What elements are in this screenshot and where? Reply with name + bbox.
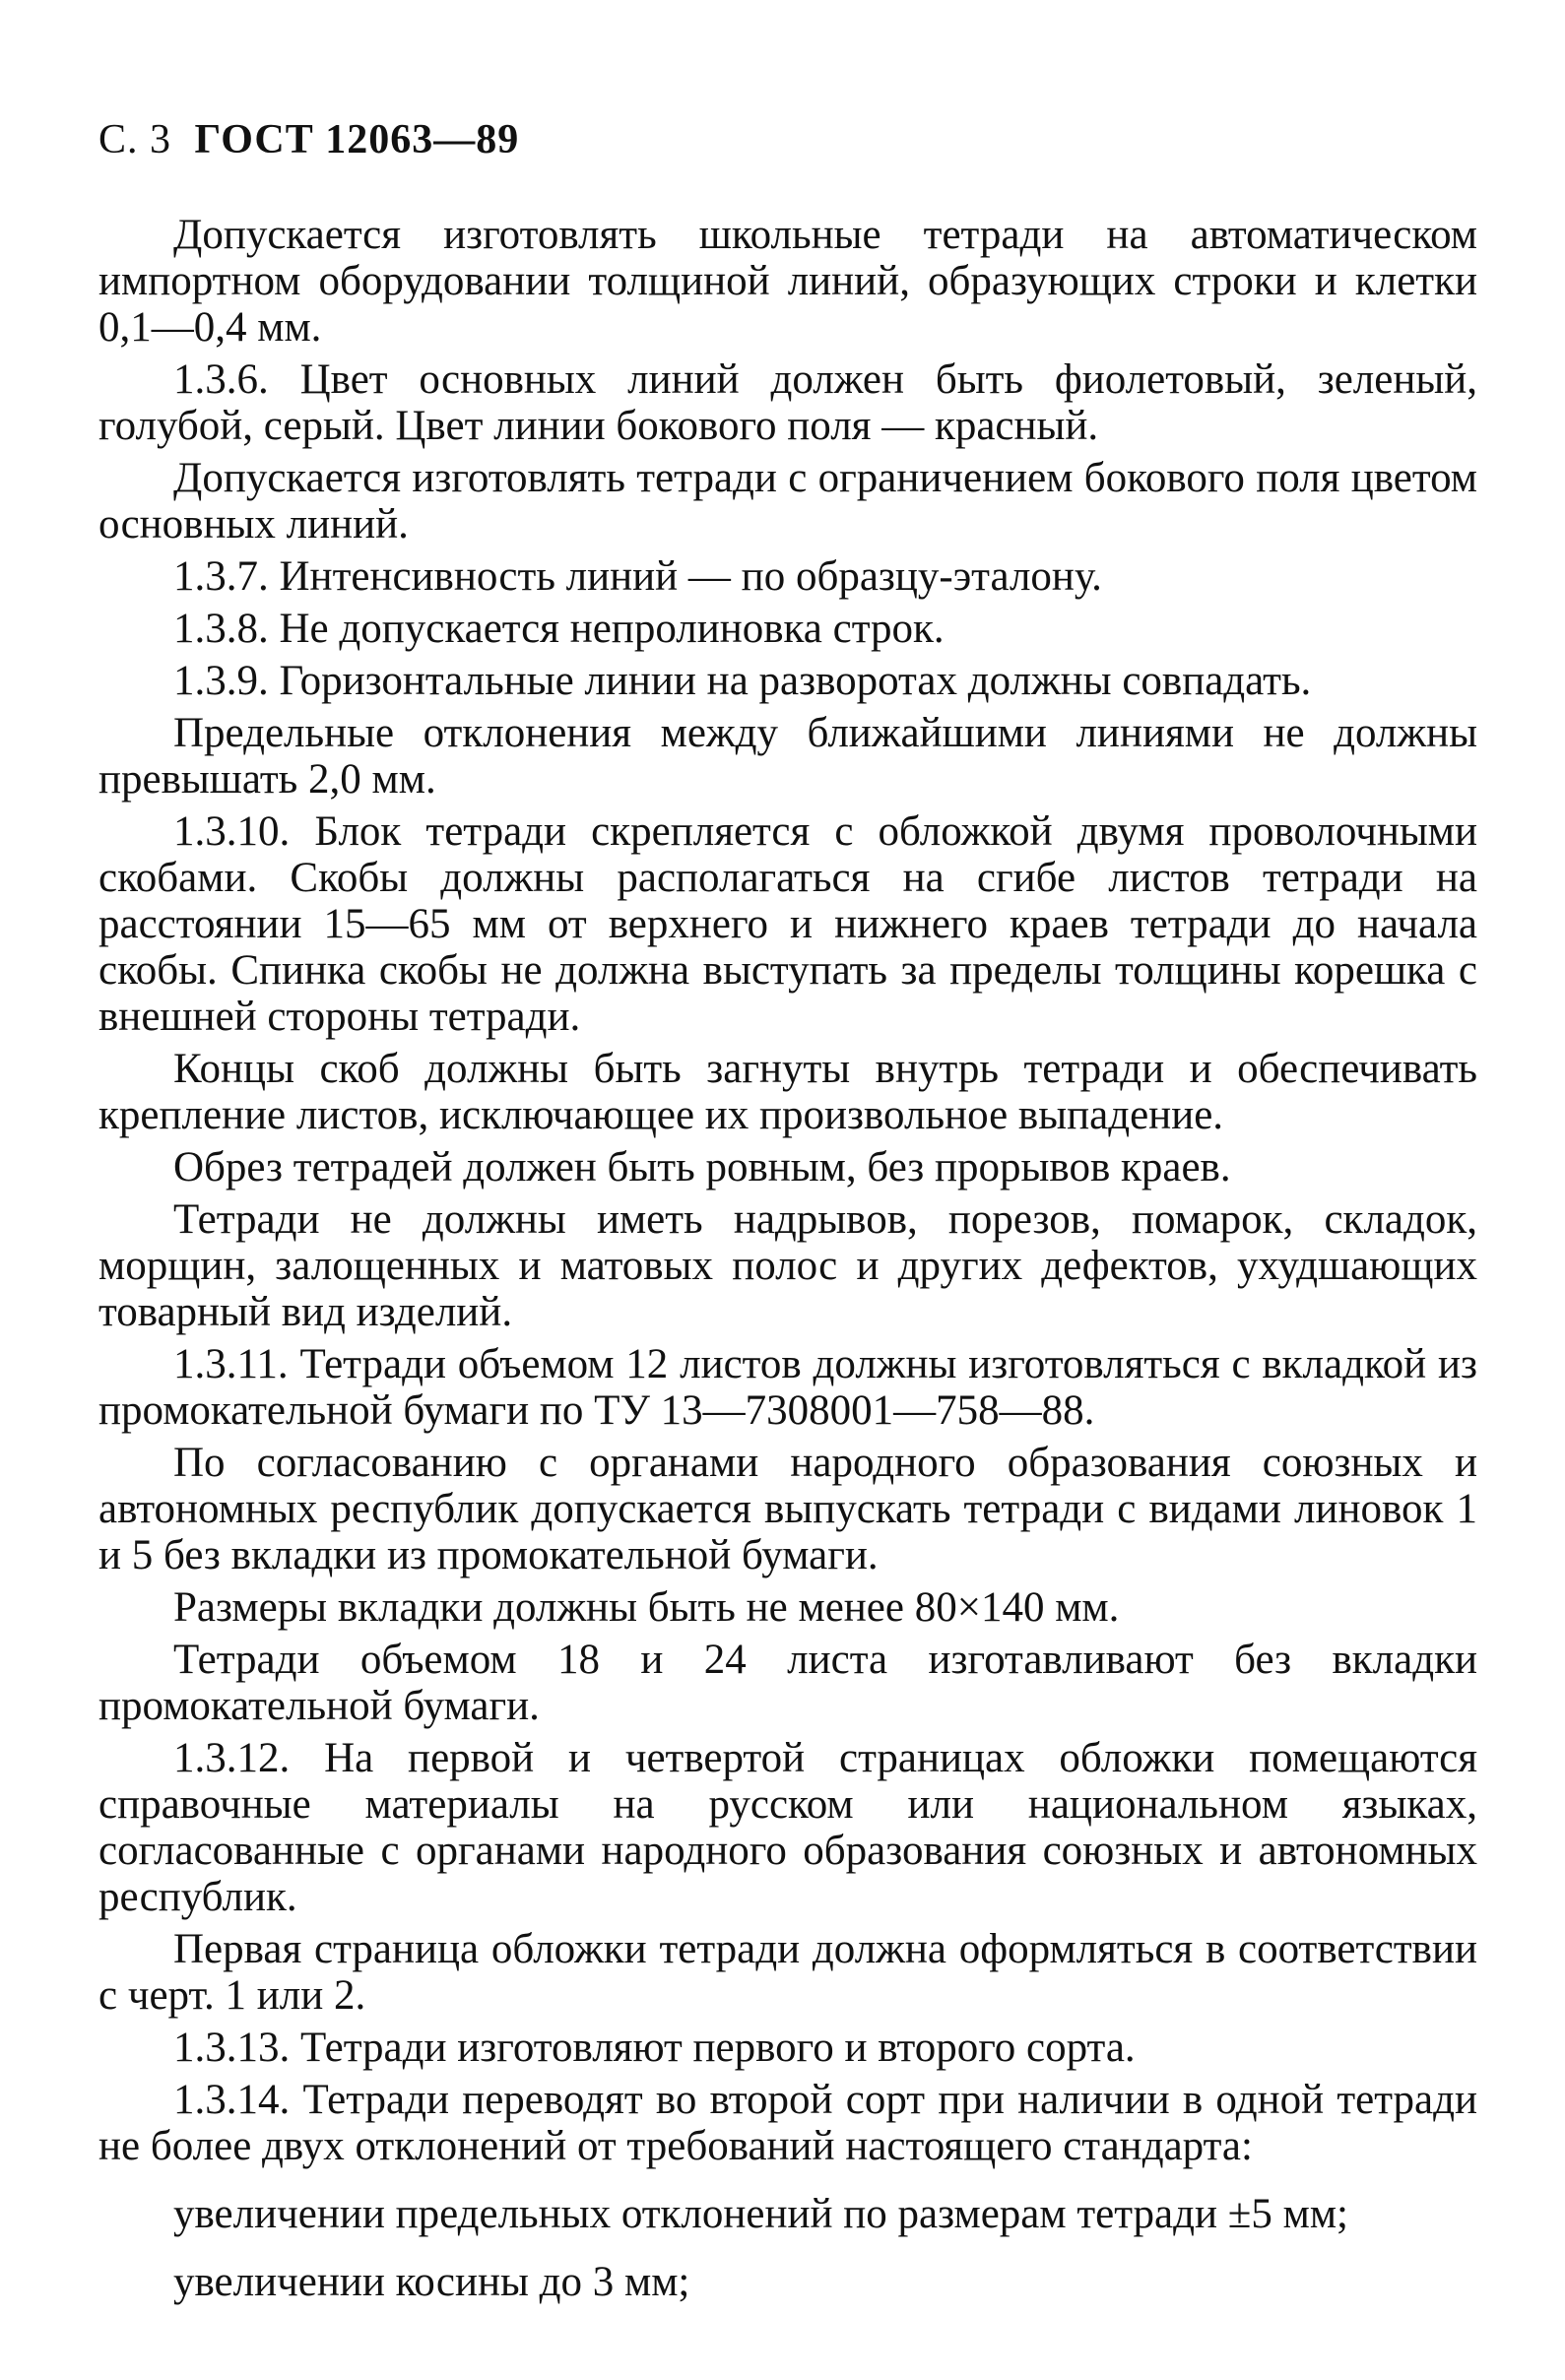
paragraph: 1.3.7. Интенсивность линий — по образцу-эталону.	[173, 553, 1102, 600]
paragraph: Тетради объемом 18 и 24 листа изготавливают без вкладки промокательной бумаги.	[98, 1637, 1477, 1729]
paragraph: Первая страница обложки тетради должна оформляться в соответствии с черт. 1 или 2.	[98, 1926, 1477, 2019]
paragraph: 1.3.11. Тетради объемом 12 листов должны изготовляться с вкладкой из промокательной бумаги по ТУ 13—7308001—758—88.	[98, 1341, 1477, 1434]
paragraph: Допускается изготовлять школьные тетради на автоматическом импортном оборудовании толщиной линий, образующих строки и клетки 0,1—0,4 мм.	[98, 212, 1477, 351]
paragraph: По согласованию с органами народного образования союзных и автономных республик допускается выпускать тетради с видами линовок 1 и 5 без вкладки из промокательной бумаги.	[98, 1440, 1477, 1578]
paragraph: Концы скоб должны быть загнуты внутрь тетради и обеспечивать крепление листов, исключающее их произвольное выпадение.	[98, 1046, 1477, 1138]
paragraph: 1.3.10. Блок тетради скрепляется с обложкой двумя проволочными скобами. Скобы должны располагаться на сгибе листов тетради на расстоянии 15—65 мм от верхнего и нижнего краев тетради до начала скобы. Спинка скобы не должна выступать за пределы толщины корешка с внешней стороны тетради.	[98, 808, 1477, 1040]
page-header	[98, 116, 519, 163]
standard-designation: ГОСТ 12063—89	[194, 117, 520, 162]
paragraph: 1.3.8. Не допускается непролиновка строк.	[173, 606, 945, 652]
paragraph: Допускается изготовлять тетради с ограничением бокового поля цветом основных линий.	[98, 455, 1477, 547]
document-body	[98, 212, 1477, 2311]
paragraph: Обрез тетрадей должен быть ровным, без прорывов краев.	[173, 1144, 1231, 1190]
paragraph: увеличении косины до 3 мм;	[173, 2259, 690, 2305]
paragraph: 1.3.12. На первой и четвертой страницах обложки помещаются справочные материалы на русском или национальном языках, согласованные с органами народного образования союзных и автономных республик.	[98, 1735, 1477, 1920]
paragraph: 1.3.13. Тетради изготовляют первого и второго сорта.	[173, 2025, 1136, 2071]
paragraph: 1.3.6. Цвет основных линий должен быть фиолетовый, зеленый, голубой, серый. Цвет линии бокового поля — красный.	[98, 356, 1477, 449]
page-number: С. 3	[98, 117, 172, 162]
paragraph: 1.3.14. Тетради переводят во второй сорт при наличии в одной тетради не более двух отклонений от требований настоящего стандарта:	[98, 2077, 1477, 2169]
paragraph: Размеры вкладки должны быть не менее 80×140 мм.	[173, 1584, 1120, 1631]
paragraph: 1.3.9. Горизонтальные линии на разворотах должны совпадать.	[173, 658, 1312, 704]
paragraph: Предельные отклонения между ближайшими линиями не должны превышать 2,0 мм.	[98, 710, 1477, 803]
paragraph: увеличении предельных отклонений по размерам тетради ±5 мм;	[173, 2191, 1348, 2237]
paragraph: Тетради не должны иметь надрывов, порезов, помарок, складок, морщин, залощенных и матовых полос и других дефектов, ухудшающих товарный вид изделий.	[98, 1196, 1477, 1335]
